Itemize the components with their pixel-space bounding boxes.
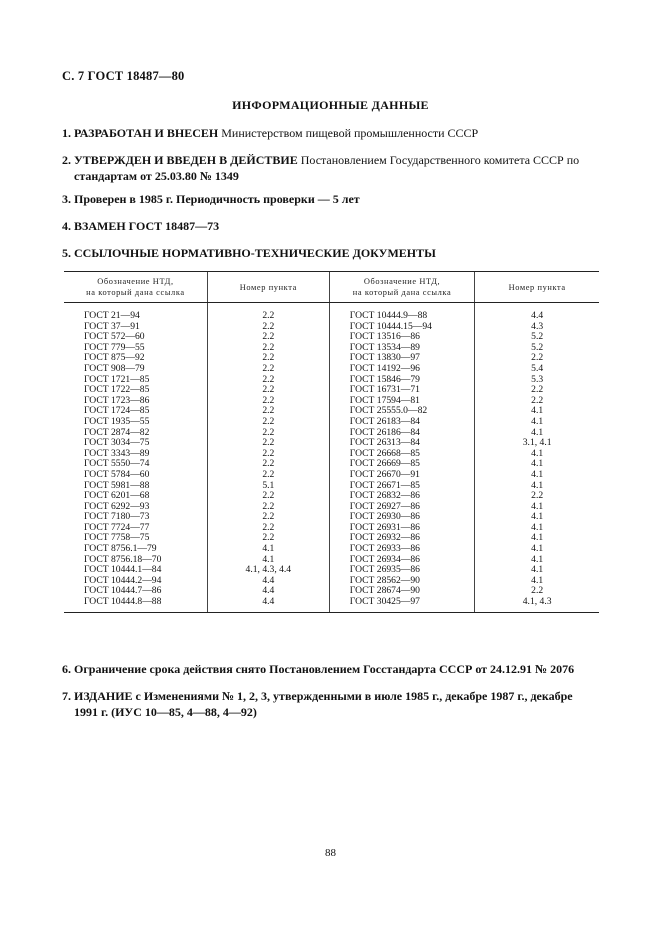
info-item-5 [62,245,602,261]
table-cell-point: 2.2 [531,384,544,396]
table-cell-doc: ГОСТ 26931—86 [349,521,420,533]
table-cell-doc: ГОСТ 26668—85 [349,447,420,459]
table-cell-doc: ГОСТ 779—55 [84,341,145,353]
table-cell-doc: ГОСТ 10444.9—88 [349,310,428,321]
header-point-number-left: Номер пункта [207,272,329,303]
table-cell-point: 4.1 [531,447,544,459]
header-doc-designation-left [64,272,207,303]
table-cell-doc: ГОСТ 10444.8—88 [84,596,162,608]
table-cell-doc: ГОСТ 10444.2—94 [84,574,162,586]
table-cell-point: 2.2 [262,352,275,364]
left-points-column [207,303,329,613]
table-cell-doc: ГОСТ 1723—86 [84,394,150,406]
info-item-1 [62,125,602,141]
table-cell-doc: ГОСТ 7758—75 [84,532,150,544]
item-text: Министерством пищевой промышленности СССР [218,126,479,140]
table-cell-point: 4.4 [262,596,275,608]
table-cell-point: 4.1 [262,543,275,555]
table-cell-point: 2.2 [262,331,275,343]
table-cell-point: 4.1, 4.3, 4.4 [245,564,292,576]
table-cell-doc: ГОСТ 6292—93 [84,500,150,512]
item-bold-text: Проверен в 1985 г. Периодичность проверки — 5 лет [74,192,360,206]
table-cell-doc: ГОСТ 26930—86 [349,511,420,523]
item-number: 3. [62,192,71,206]
table-cell-point: 4.3 [531,320,544,332]
table-cell-doc: ГОСТ 908—79 [84,362,145,374]
table-cell-doc: ГОСТ 25555.0—82 [349,405,428,417]
table-cell-point: 4.1 [531,564,544,576]
item-bold-text: УТВЕРЖДЕН И ВВЕДЕН В ДЕЙСТВИЕ [74,153,298,167]
table-cell-doc: ГОСТ 8756.18—70 [84,553,162,565]
table-cell-doc: ГОСТ 15846—79 [349,373,420,385]
table-cell-point: 4.1 [531,511,544,523]
table-cell-doc: ГОСТ 26183—84 [349,415,420,427]
table-cell-doc: ГОСТ 2874—82 [84,426,150,438]
right-points-column [475,303,599,613]
table-cell-point: 2.2 [262,437,275,449]
table-header-row [64,272,599,303]
table-cell-point: 2.2 [531,490,544,502]
table-cell-point: 2.2 [531,394,544,406]
info-item-2 [62,152,602,184]
table-cell-doc: ГОСТ 21—94 [84,310,140,321]
table-cell-doc: ГОСТ 7180—73 [84,511,150,523]
page-number: 88 [325,847,336,859]
table-cell-point: 2.2 [262,521,275,533]
table-cell-point: 2.2 [262,447,275,459]
item-continuation: 1991 г. (ИУС 10—85, 4—88, 4—92) [74,705,257,719]
table-cell-doc: ГОСТ 13516—86 [349,331,420,343]
item-number: 4. [62,219,71,233]
item-bold-text: РАЗРАБОТАН И ВНЕСЕН [74,126,219,140]
table-cell-doc: ГОСТ 26934—86 [349,553,420,565]
table-cell-point: 2.2 [262,310,275,321]
info-item-4 [62,218,602,234]
item-number: 2. [62,153,71,167]
table-cell-point: 2.2 [262,384,275,396]
item-number: 1. [62,126,71,140]
table-cell-doc: ГОСТ 26832—86 [349,490,420,502]
table-cell-doc: ГОСТ 6201—68 [84,490,150,502]
table-cell-point: 4.4 [262,585,275,597]
table-cell-doc: ГОСТ 10444.1—84 [84,564,162,576]
table-cell-doc: ГОСТ 5550—74 [84,458,150,470]
item-text: с Изменениями № 1, 2, 3, утвержденными в июле 1985 г., декабре 1987 г., декабре [132,689,573,703]
table-cell-point: 2.2 [262,511,275,523]
table-cell-point: 4.1 [531,426,544,438]
table-cell-point: 2.2 [262,320,275,332]
table-cell-doc: ГОСТ 26927—86 [349,500,420,512]
table-cell-doc: ГОСТ 14192—96 [349,362,420,374]
table-cell-doc: ГОСТ 26933—86 [349,543,420,555]
table-cell-doc: ГОСТ 13534—89 [349,341,420,353]
table-cell-point: 5.1 [262,479,275,491]
table-cell-doc: ГОСТ 5981—88 [84,479,150,491]
table-cell-doc: ГОСТ 16731—71 [349,384,420,396]
table-cell-doc: ГОСТ 28674—90 [349,585,420,597]
references-table [64,271,599,613]
item-bold-text: ССЫЛОЧНЫЕ НОРМАТИВНО-ТЕХНИЧЕСКИЕ ДОКУМЕНТЫ [74,246,436,260]
table-cell-doc: ГОСТ 26671—85 [349,479,420,491]
table-cell-doc: ГОСТ 30425—97 [349,596,420,608]
table-cell-point: 4.1 [531,468,544,480]
header-text: Обозначение НТД, [97,277,174,286]
table-cell-point: 2.2 [262,394,275,406]
table-cell-doc: ГОСТ 28562—90 [349,574,420,586]
table-cell-doc: ГОСТ 26313—84 [349,437,420,449]
table-cell-point: 2.2 [262,373,275,385]
item-number: 5. [62,246,71,260]
table-cell-doc: ГОСТ 875—92 [84,352,145,364]
table-cell-point: 5.2 [531,331,544,343]
table-cell-doc: ГОСТ 7724—77 [84,521,150,533]
table-cell-point: 4.1 [262,553,275,565]
table-cell-point: 4.1, 4.3 [522,596,552,608]
table-cell-point: 2.2 [262,415,275,427]
table-cell-doc: ГОСТ 17594—81 [349,394,420,406]
table-cell-point: 2.2 [262,468,275,480]
table-cell-doc: ГОСТ 10444.15—94 [349,320,432,332]
item-number: 7. [62,689,71,703]
item-bold-text: ВЗАМЕН ГОСТ 18487—73 [74,219,220,233]
header-point-number-right: Номер пункта [475,272,599,303]
table-cell-point: 2.2 [262,405,275,417]
table-cell-point: 4.1 [531,574,544,586]
table-cell-doc: ГОСТ 26669—85 [349,458,420,470]
table-cell-point: 3.1, 4.1 [522,437,552,449]
item-bold-text: ИЗДАНИЕ [74,689,133,703]
table-cell-point: 2.2 [262,426,275,438]
table-cell-point: 2.2 [262,532,275,544]
table-cell-doc: ГОСТ 5784—60 [84,468,150,480]
table-cell-point: 5.2 [531,341,544,353]
table-cell-point: 2.2 [262,500,275,512]
table-cell-doc: ГОСТ 26186—84 [349,426,420,438]
table-cell-doc: ГОСТ 1724—85 [84,405,150,417]
table-cell-point: 2.2 [262,458,275,470]
table-cell-point: 5.3 [531,373,544,385]
table-cell-doc: ГОСТ 26670—91 [349,468,420,480]
table-cell-doc: ГОСТ 3034—75 [84,437,150,449]
table-cell-doc: ГОСТ 8756.1—79 [84,543,157,555]
table-cell-doc: ГОСТ 1721—85 [84,373,150,385]
table-cell-doc: ГОСТ 3343—89 [84,447,150,459]
table-cell-point: 4.1 [531,458,544,470]
table-cell-point: 4.1 [531,405,544,417]
table-cell-point: 4.4 [262,574,275,586]
table-cell-point: 4.1 [531,479,544,491]
table-cell-point: 4.4 [531,310,544,321]
header-text: на который дана ссылка [352,288,452,297]
right-docs-column [329,303,475,613]
table-cell-doc: ГОСТ 1722—85 [84,384,150,396]
table-cell-point: 4.1 [531,553,544,565]
table-cell-doc: ГОСТ 13830—97 [349,352,420,364]
table-cell-point: 4.1 [531,543,544,555]
info-item-6: 6. Ограничение срока действия снято Постановлением Госстандарта СССР от 24.12.91 № 2076 [62,662,575,676]
info-item-7 [62,688,602,720]
page-header: С. 7 ГОСТ 18487—80 [62,69,185,83]
table-cell-point: 4.1 [531,532,544,544]
table-cell-point: 4.1 [531,521,544,533]
table-cell-doc: ГОСТ 572—60 [84,331,145,343]
info-item-3 [62,191,602,207]
header-doc-designation-right [329,272,475,303]
table-cell-point: 4.1 [531,500,544,512]
table-cell-point: 2.2 [531,352,544,364]
table-cell-point: 5.4 [531,362,544,374]
table-cell-point: 2.2 [531,585,544,597]
header-text: Обозначение НТД, [363,277,441,286]
header-text: на который дана ссылка [86,288,185,297]
table-cell-point: 2.2 [262,490,275,502]
table-cell-point: 2.2 [262,362,275,374]
table-cell-doc: ГОСТ 26932—86 [349,532,420,544]
table-cell-point: 2.2 [262,341,275,353]
left-docs-column [64,303,207,613]
table-cell-doc: ГОСТ 1935—55 [84,415,150,427]
table-cell-doc: ГОСТ 10444.7—86 [84,585,162,597]
table-cell-point: 4.1 [531,415,544,427]
table-body-row [64,303,599,613]
section-title: ИНФОРМАЦИОННЫЕ ДАННЫЕ [232,98,429,112]
item-continuation: стандартам от 25.03.80 № 1349 [74,169,239,183]
item-text: Постановлением Государственного комитета СССР по [297,153,580,167]
table-cell-doc: ГОСТ 26935—86 [349,564,420,576]
table-cell-doc: ГОСТ 37—91 [84,320,140,332]
